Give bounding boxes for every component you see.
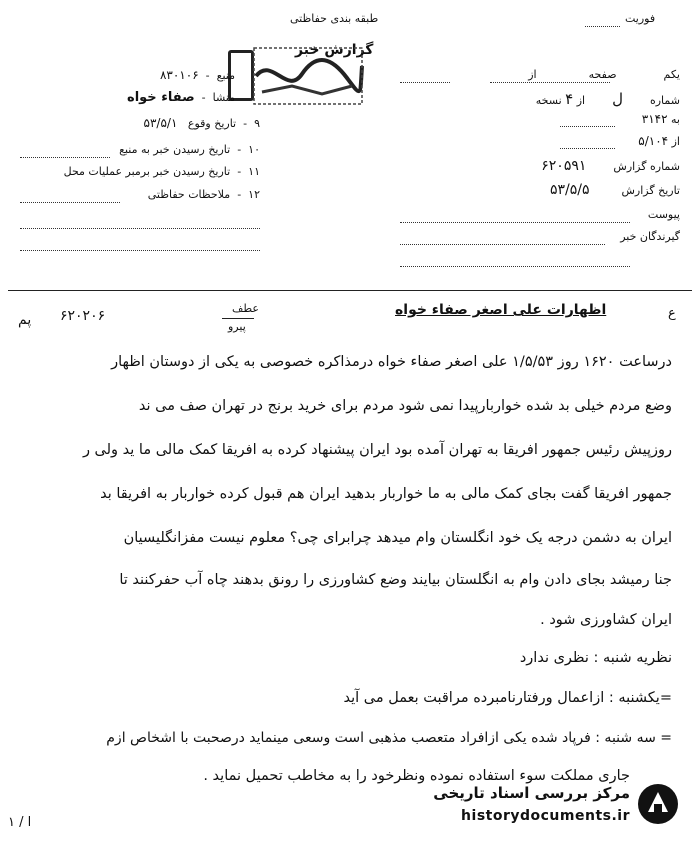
- attachment-row: [390, 208, 680, 221]
- from-label: از: [671, 135, 680, 148]
- report-date-value: ۵۳/۵/۵: [549, 182, 590, 198]
- received-ops-label: تاریخ رسیدن خبر برمبر عملیات محل: [63, 165, 231, 178]
- event-date-label: تاریخ وقوع: [187, 117, 237, 130]
- report-number-value: ۶۲۰۵۹۱: [541, 158, 587, 174]
- item10-number: ۱۰: [248, 143, 260, 156]
- copy-value: ۴: [565, 90, 574, 108]
- body-line-1: درساعت ۱۶۲۰ روز ۱/۵/۵۳ علی اصغر صفاء خواه درمذاکره خصوصی به یکی از دوستان اظهار: [111, 354, 672, 370]
- report-title: گزارش خبر: [295, 42, 374, 58]
- number-label: شماره: [649, 94, 680, 107]
- from-value: ۵/۱۰۴: [638, 134, 669, 148]
- received-source-label: تاریخ رسیدن خبر به منبع: [119, 143, 231, 156]
- body-line-5: ایران به دشمن درجه یک خود انگلستان وام میدهد چرابرای چی؟ معلوم نیست مفزانگلیسیان: [123, 530, 672, 546]
- note-line-1: نظریه شنبه : نظری ندارد: [519, 650, 672, 666]
- note-line-4: جاری مملکت سوء استفاده نموده ونظرخود را به مخاطب تحمیل نماید .: [203, 768, 630, 784]
- item9-number: ۹: [254, 117, 260, 130]
- item11-number: ۱۱: [248, 165, 260, 178]
- urgency-dots: [585, 26, 620, 27]
- to-row: [390, 112, 680, 126]
- number-value: ل: [612, 90, 623, 108]
- item12-number: ۱۲: [248, 188, 260, 201]
- body-line-6: جنا رمیشد بجای دادن وام به انگلستان بیایند وضع کشاورزی را رونق بدهند چاه آب حفرکنند تا: [119, 572, 672, 588]
- received-source-row: ۱۰ - تاریخ رسیدن خبر به منبع: [119, 143, 260, 156]
- archive-logo: [430, 782, 680, 834]
- body-line-4: جمهور افریقا گفت بجای کمک مالی به ما خواربار بدهید ایران هم قبول کرده خواربار به افریقا بد: [100, 486, 672, 502]
- source-row: منبع - ۸۳۰۱۰۶: [159, 68, 235, 82]
- to-value: ۳۱۴۲: [641, 112, 668, 126]
- recipients-label: گیرندگان خبر: [620, 230, 680, 243]
- copy-label: نسخه: [535, 94, 562, 107]
- note-line-3: = سه شنبه : فرپاد شده یکی ازافراد متعصب مذهبی است وسعی مینماید درصحبت با اشخاص ازم: [106, 730, 672, 746]
- page-az-label: از: [528, 68, 537, 81]
- ref-label-top: عطف: [232, 302, 259, 315]
- source-label: منبع: [216, 69, 235, 82]
- report-date-label: تاریخ گزارش: [621, 184, 680, 197]
- copy-az-label: از: [576, 94, 586, 107]
- logo-title: مرکز بررسی اسناد تاریخی: [433, 784, 630, 802]
- origin-value: صفاء خواه: [127, 90, 195, 105]
- ref-label-bottom: پیرو: [228, 320, 246, 333]
- security-notes-label: ملاحظات حفاظتی: [147, 188, 231, 201]
- origin-label: منشا: [212, 91, 235, 104]
- classification-label: طبقه بندی حفاظتی: [290, 12, 379, 25]
- header-divider: [8, 290, 692, 291]
- corner-mark: ا / ۱: [8, 815, 32, 830]
- urgency-label: فوریت: [625, 12, 656, 25]
- archive-emblem-icon: [636, 782, 680, 826]
- event-date-value: ۵۳/۵/۱: [143, 116, 178, 130]
- from-row: [390, 134, 680, 148]
- report-date-row: [390, 182, 680, 198]
- number-row: [390, 90, 680, 108]
- stamp-mark: [228, 40, 368, 112]
- subject-text: اظهارات علی اصغر صفاء خواه: [395, 302, 607, 318]
- security-notes-row: ۱۲ - ملاحظات حفاظتی: [147, 188, 260, 201]
- logo-url: historydocuments.ir: [461, 808, 630, 824]
- ref-value: ۶۲۰۲۰۶: [60, 308, 106, 324]
- to-label: به: [671, 113, 680, 126]
- body-line-3: روزپیش رئیس جمهور افریقا به تهران آمده بود ایران پیشنهاد کرده به افریقا کمک مالی ما ید ولی ر: [82, 442, 672, 458]
- subject-label: ع: [668, 306, 676, 321]
- body-line-7: ایران کشاورزی شود .: [540, 612, 672, 628]
- received-ops-row: ۱۱ - تاریخ رسیدن خبر برمبر عملیات محل: [63, 165, 260, 178]
- recipients-row: [390, 230, 680, 243]
- ref-mark: پم: [18, 312, 32, 328]
- origin-row: منشا - صفاء خواه: [127, 90, 235, 105]
- stamp-scribble-icon: [252, 46, 364, 106]
- body-line-2: وضع مردم خیلی بد شده خواربارپیدا نمی شود مردم برای خرید برنج در تهران صف می ند: [138, 398, 672, 414]
- yekom-row: [390, 68, 680, 81]
- note-line-2: =یکشنبه : ازاعمال ورفتارنامبرده مراقبت بعمل می آید: [343, 690, 672, 706]
- report-number-row: [390, 158, 680, 174]
- report-number-label: شماره گزارش: [613, 160, 680, 173]
- page-label: صفحه: [588, 68, 617, 81]
- yekom-label: یکم: [663, 68, 680, 81]
- attachment-label: پیوست: [647, 208, 680, 221]
- event-date-row: ۹ - تاریخ وقوع ۵۳/۵/۱: [143, 116, 260, 130]
- source-value: ۸۳۰۱۰۶: [159, 68, 199, 82]
